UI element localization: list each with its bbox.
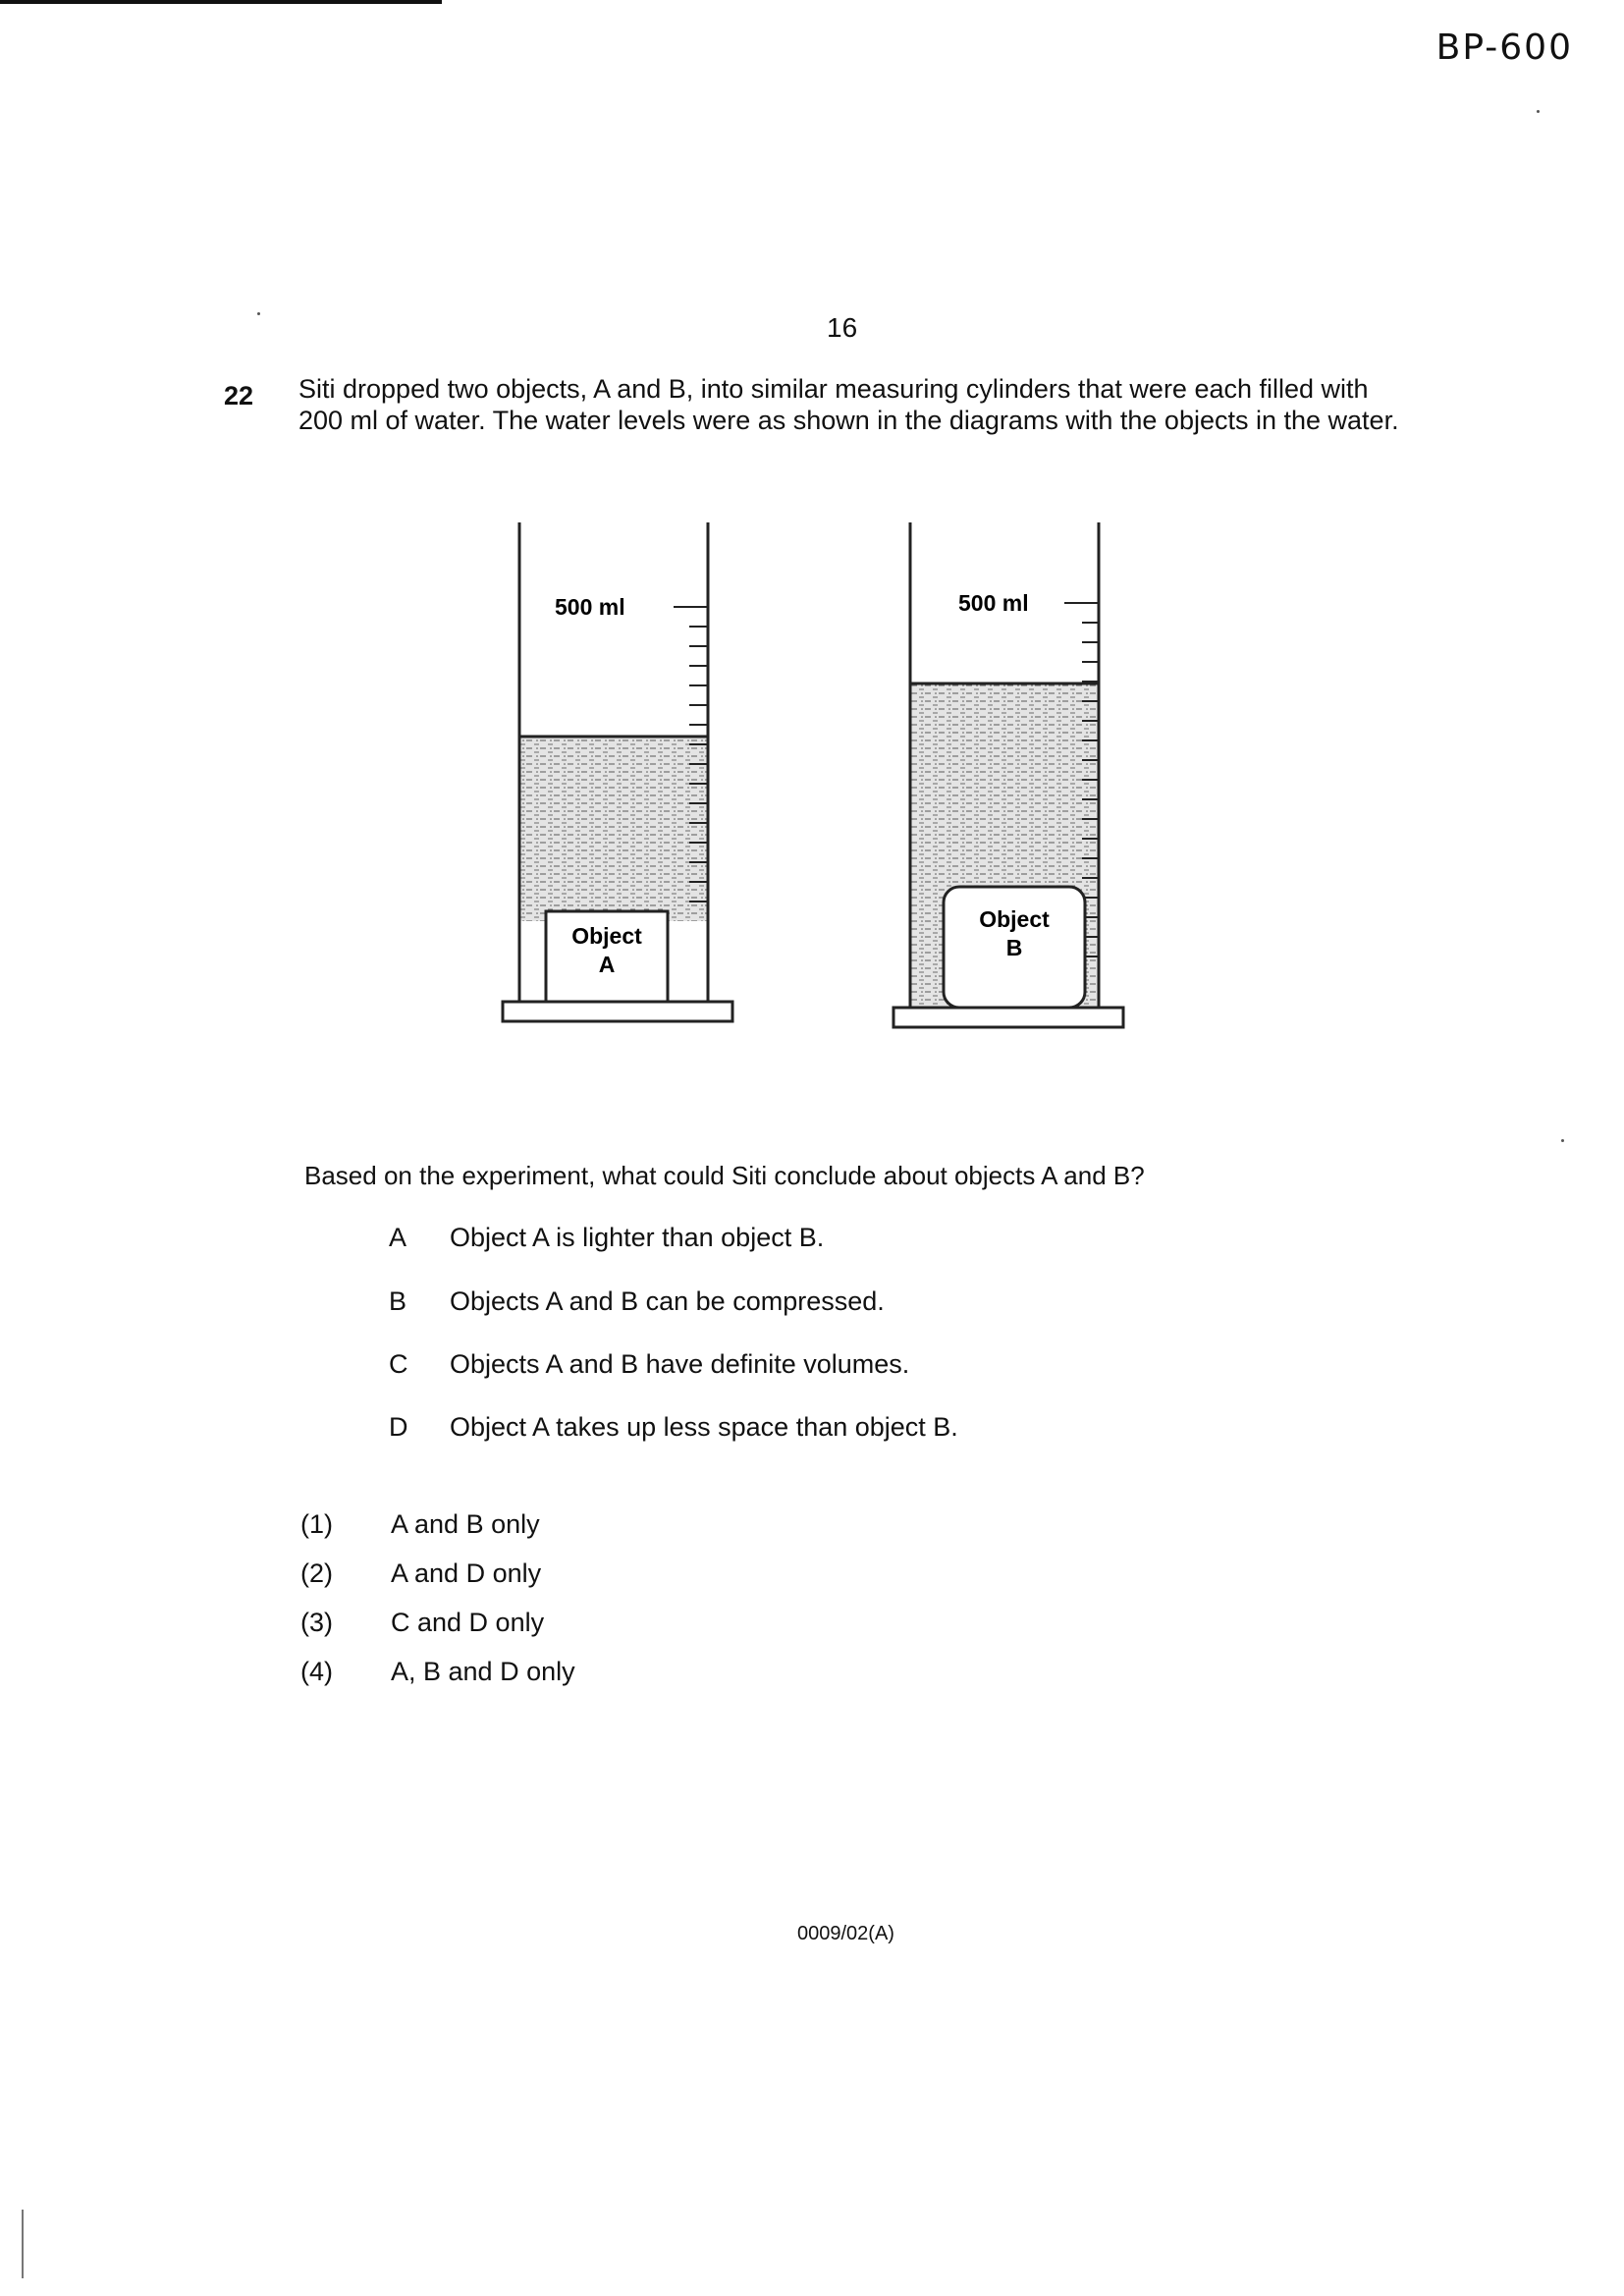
statement-letter: D	[389, 1412, 408, 1442]
question-prompt: Based on the experiment, what could Siti conclude about objects A and B?	[304, 1161, 1145, 1190]
option-text: C and D only	[391, 1608, 545, 1637]
statement-text: Object A is lighter than object B.	[450, 1223, 825, 1252]
footer-code: 0009/02(A)	[797, 1923, 894, 1944]
option-2[interactable]	[300, 1558, 541, 1589]
option-text: A, B and D only	[391, 1657, 575, 1686]
object-a-label-line2: A	[598, 952, 616, 977]
option-number: (3)	[300, 1608, 333, 1637]
option-number: (2)	[300, 1558, 333, 1588]
option-text: A and D only	[391, 1558, 542, 1588]
paper-code: BP-600	[1435, 27, 1573, 68]
statement-letter: C	[389, 1349, 408, 1379]
question-number: 22	[224, 381, 254, 410]
scale-label-b: 500 ml	[958, 590, 1029, 616]
scan-speck	[257, 312, 260, 315]
statement-text: Objects A and B have definite volumes.	[450, 1349, 910, 1379]
statement-a	[389, 1223, 824, 1253]
statement-d	[389, 1412, 958, 1443]
page-number: 16	[827, 312, 858, 343]
statement-c	[389, 1349, 909, 1380]
statement-letter: B	[389, 1286, 407, 1316]
scan-speck	[1561, 1139, 1564, 1142]
statement-text: Objects A and B can be compressed.	[450, 1286, 885, 1316]
statement-text: Object A takes up less space than object B.	[450, 1412, 958, 1442]
cylinder-a	[503, 522, 732, 1021]
option-text: A and B only	[391, 1509, 540, 1539]
stem-line-1: Siti dropped two objects, A and B, into similar measuring cylinders that were each filled with	[298, 374, 1369, 404]
cylinder-a-base	[503, 1002, 732, 1021]
option-4[interactable]	[300, 1657, 575, 1687]
object-b-label-line1: Object	[979, 906, 1050, 932]
option-number: (1)	[300, 1509, 333, 1539]
cylinder-b	[893, 522, 1123, 1027]
statement-letter: A	[389, 1223, 407, 1252]
option-1[interactable]	[300, 1509, 540, 1540]
object-a-label-line1: Object	[571, 923, 642, 949]
stem-line-2: 200 ml of water. The water levels were as shown in the diagrams with the objects in the water.	[298, 406, 1399, 435]
option-number: (4)	[300, 1657, 333, 1686]
scan-speck	[1537, 110, 1540, 113]
object-b-label-line2: B	[1005, 935, 1023, 960]
cylinders-diagram	[471, 511, 1159, 1041]
question-stem	[298, 373, 1457, 436]
top-edge-line	[0, 0, 442, 4]
scan-margin-mark	[22, 2210, 24, 2278]
scale-label-a: 500 ml	[555, 594, 625, 620]
cylinder-b-base	[893, 1008, 1123, 1027]
option-3[interactable]	[300, 1608, 544, 1638]
statement-b	[389, 1286, 885, 1317]
